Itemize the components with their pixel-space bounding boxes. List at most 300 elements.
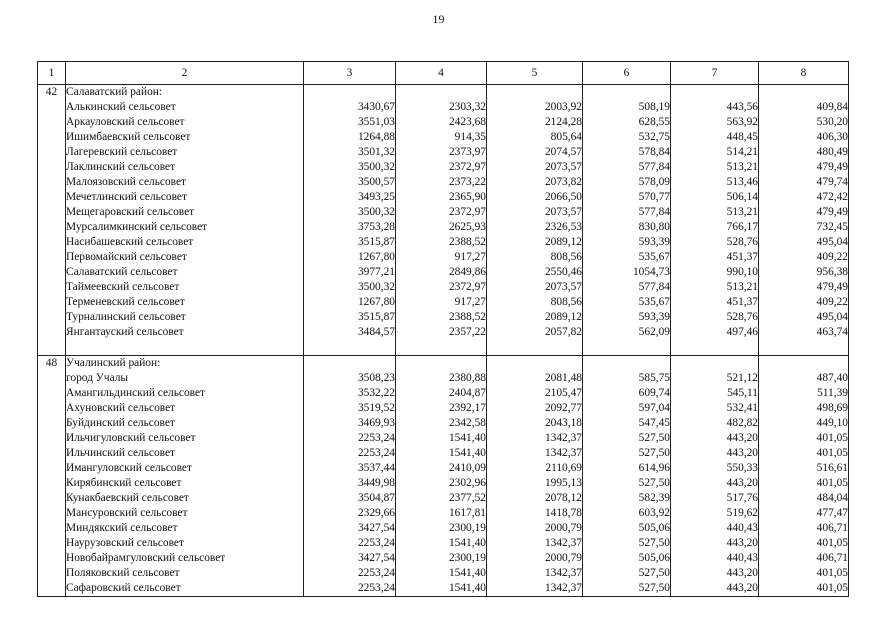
value-col-3: 3484,57 <box>304 325 396 340</box>
value-col-8: 956,38 <box>759 265 849 280</box>
value-col-8: 401,05 <box>759 476 849 491</box>
table-row <box>38 325 849 340</box>
table-row <box>38 265 849 280</box>
value-col-3: 3515,87 <box>304 310 396 325</box>
value-col-5: 2078,12 <box>487 491 583 506</box>
value-col-6: 593,39 <box>583 235 671 250</box>
value-col-8: 406,71 <box>759 521 849 536</box>
value-col-5: 1342,37 <box>487 536 583 551</box>
column-header-2: 2 <box>66 62 304 85</box>
value-col-3: 3427,54 <box>304 551 396 566</box>
table-row <box>38 581 849 597</box>
value-col-8: 480,49 <box>759 145 849 160</box>
settlement-name: Ильчинский сельсовет <box>66 446 304 461</box>
header-row <box>38 62 849 85</box>
table-row <box>38 250 849 265</box>
value-col-5: 2000,79 <box>487 521 583 536</box>
value-col-8: 479,49 <box>759 160 849 175</box>
value-col-4: 1541,40 <box>396 566 487 581</box>
settlement-name: Турналинский сельсовет <box>66 310 304 325</box>
table-row <box>38 446 849 461</box>
settlement-name: Лаклинский сельсовет <box>66 160 304 175</box>
value-col-8: 516,61 <box>759 461 849 476</box>
column-header-5: 5 <box>487 62 583 85</box>
settlement-name: Ишимбаевский сельсовет <box>66 130 304 145</box>
row-number-cell <box>38 310 66 325</box>
table-row <box>38 190 849 205</box>
settlement-name: Мансуровский сельсовет <box>66 506 304 521</box>
section-number: 48 <box>38 356 66 372</box>
value-col-7: 545,11 <box>671 386 759 401</box>
value-col-8: 409,84 <box>759 100 849 115</box>
settlement-name: Салаватский сельсовет <box>66 265 304 280</box>
value-col-3: 3504,87 <box>304 491 396 506</box>
value-col-4: 2388,52 <box>396 310 487 325</box>
value-col-7: 506,14 <box>671 190 759 205</box>
row-number-cell <box>38 190 66 205</box>
value-col-5: 1342,37 <box>487 581 583 597</box>
table-row <box>38 521 849 536</box>
value-col-5: 1342,37 <box>487 431 583 446</box>
row-number-cell <box>38 461 66 476</box>
value-col-7: 448,45 <box>671 130 759 145</box>
value-col-6: 532,75 <box>583 130 671 145</box>
empty-cell <box>304 85 396 101</box>
spacer-cell <box>304 340 396 356</box>
value-col-4: 2300,19 <box>396 521 487 536</box>
row-number-cell <box>38 581 66 597</box>
value-col-4: 2303,32 <box>396 100 487 115</box>
row-number-cell <box>38 115 66 130</box>
value-col-5: 2073,57 <box>487 280 583 295</box>
value-col-6: 614,96 <box>583 461 671 476</box>
value-col-8: 487,40 <box>759 371 849 386</box>
settlement-name: Насибашевский сельсовет <box>66 235 304 250</box>
empty-cell <box>396 356 487 372</box>
table-row <box>38 205 849 220</box>
value-col-4: 2410,09 <box>396 461 487 476</box>
value-col-5: 2000,79 <box>487 551 583 566</box>
value-col-7: 990,10 <box>671 265 759 280</box>
value-col-3: 2253,24 <box>304 581 396 597</box>
row-number-cell <box>38 235 66 250</box>
value-col-7: 443,56 <box>671 100 759 115</box>
row-number-cell <box>38 220 66 235</box>
value-col-8: 472,42 <box>759 190 849 205</box>
value-col-3: 3501,32 <box>304 145 396 160</box>
table-row <box>38 175 849 190</box>
row-number-cell <box>38 265 66 280</box>
value-col-5: 1342,37 <box>487 446 583 461</box>
value-col-6: 570,77 <box>583 190 671 205</box>
table-row <box>38 235 849 250</box>
value-col-7: 519,62 <box>671 506 759 521</box>
value-col-7: 528,76 <box>671 235 759 250</box>
row-number-cell <box>38 401 66 416</box>
value-col-6: 578,84 <box>583 145 671 160</box>
value-col-7: 443,20 <box>671 581 759 597</box>
value-col-3: 3508,23 <box>304 371 396 386</box>
value-col-7: 517,76 <box>671 491 759 506</box>
value-col-7: 443,20 <box>671 476 759 491</box>
value-col-5: 2550,46 <box>487 265 583 280</box>
value-col-8: 409,22 <box>759 295 849 310</box>
value-col-8: 406,71 <box>759 551 849 566</box>
value-col-7: 440,43 <box>671 551 759 566</box>
value-col-5: 2057,82 <box>487 325 583 340</box>
value-col-7: 521,12 <box>671 371 759 386</box>
value-col-8: 484,04 <box>759 491 849 506</box>
value-col-6: 582,39 <box>583 491 671 506</box>
row-number-cell <box>38 175 66 190</box>
table-row <box>38 476 849 491</box>
section-title: Учалинский район: <box>66 356 304 372</box>
value-col-8: 449,10 <box>759 416 849 431</box>
value-col-7: 443,20 <box>671 536 759 551</box>
table-row <box>38 160 849 175</box>
empty-cell <box>583 85 671 101</box>
settlement-name: Сафаровский сельсовет <box>66 581 304 597</box>
settlement-name: Миндякский сельсовет <box>66 521 304 536</box>
value-col-4: 1541,40 <box>396 431 487 446</box>
section-number: 42 <box>38 85 66 101</box>
value-col-4: 2357,22 <box>396 325 487 340</box>
spacer-cell <box>759 340 849 356</box>
table-row <box>38 371 849 386</box>
value-col-4: 1617,81 <box>396 506 487 521</box>
column-header-1: 1 <box>38 62 66 85</box>
section-title: Салаватский район: <box>66 85 304 101</box>
spacer-cell <box>487 340 583 356</box>
tariff-table <box>37 61 849 597</box>
value-col-5: 2073,57 <box>487 160 583 175</box>
value-col-6: 508,19 <box>583 100 671 115</box>
value-col-6: 577,84 <box>583 160 671 175</box>
value-col-6: 527,50 <box>583 566 671 581</box>
section-header-row <box>38 85 849 101</box>
value-col-7: 528,76 <box>671 310 759 325</box>
settlement-name: Мурсалимкинский сельсовет <box>66 220 304 235</box>
value-col-7: 532,41 <box>671 401 759 416</box>
value-col-4: 2300,19 <box>396 551 487 566</box>
settlement-name: Терменевский сельсовет <box>66 295 304 310</box>
table-row <box>38 431 849 446</box>
empty-cell <box>583 356 671 372</box>
value-col-7: 513,21 <box>671 205 759 220</box>
value-col-4: 2372,97 <box>396 160 487 175</box>
column-header-4: 4 <box>396 62 487 85</box>
value-col-8: 409,22 <box>759 250 849 265</box>
value-col-3: 3500,32 <box>304 205 396 220</box>
row-number-cell <box>38 521 66 536</box>
value-col-4: 2373,97 <box>396 145 487 160</box>
value-col-5: 805,64 <box>487 130 583 145</box>
row-number-cell <box>38 280 66 295</box>
value-col-4: 2849,86 <box>396 265 487 280</box>
value-col-3: 3500,32 <box>304 160 396 175</box>
value-col-7: 513,21 <box>671 280 759 295</box>
value-col-4: 2377,52 <box>396 491 487 506</box>
value-col-3: 1267,80 <box>304 295 396 310</box>
column-header-7: 7 <box>671 62 759 85</box>
table-row <box>38 220 849 235</box>
value-col-7: 766,17 <box>671 220 759 235</box>
value-col-3: 3977,21 <box>304 265 396 280</box>
value-col-4: 2342,58 <box>396 416 487 431</box>
settlement-name: Буйдинский сельсовет <box>66 416 304 431</box>
row-number-cell <box>38 250 66 265</box>
value-col-6: 527,50 <box>583 536 671 551</box>
page-number: 19 <box>432 12 445 26</box>
spacer-cell <box>38 340 66 356</box>
value-col-8: 401,05 <box>759 566 849 581</box>
table-row <box>38 416 849 431</box>
value-col-4: 2625,93 <box>396 220 487 235</box>
value-col-8: 463,74 <box>759 325 849 340</box>
row-number-cell <box>38 386 66 401</box>
value-col-4: 2373,22 <box>396 175 487 190</box>
settlement-name: Лагеревский сельсовет <box>66 145 304 160</box>
value-col-5: 2073,82 <box>487 175 583 190</box>
value-col-6: 609,74 <box>583 386 671 401</box>
value-col-4: 917,27 <box>396 250 487 265</box>
value-col-6: 505,06 <box>583 551 671 566</box>
value-col-3: 2253,24 <box>304 536 396 551</box>
settlement-name: Малоязовский сельсовет <box>66 175 304 190</box>
value-col-6: 577,84 <box>583 280 671 295</box>
value-col-5: 2124,28 <box>487 115 583 130</box>
value-col-3: 2329,66 <box>304 506 396 521</box>
value-col-3: 3519,52 <box>304 401 396 416</box>
value-col-4: 2404,87 <box>396 386 487 401</box>
table-row <box>38 461 849 476</box>
value-col-7: 451,37 <box>671 250 759 265</box>
value-col-3: 3427,54 <box>304 521 396 536</box>
value-col-3: 3500,57 <box>304 175 396 190</box>
empty-cell <box>671 356 759 372</box>
value-col-8: 401,05 <box>759 431 849 446</box>
settlement-name: Таймеевский сельсовет <box>66 280 304 295</box>
settlement-name: Амангильдинский сельсовет <box>66 386 304 401</box>
settlement-name: Мещегаровский сельсовет <box>66 205 304 220</box>
value-col-5: 2066,50 <box>487 190 583 205</box>
value-col-8: 530,20 <box>759 115 849 130</box>
value-col-3: 3753,28 <box>304 220 396 235</box>
value-col-5: 2326,53 <box>487 220 583 235</box>
value-col-4: 2372,97 <box>396 205 487 220</box>
spacer-cell <box>66 340 304 356</box>
value-col-8: 479,74 <box>759 175 849 190</box>
row-number-cell <box>38 431 66 446</box>
value-col-6: 830,80 <box>583 220 671 235</box>
table-row <box>38 551 849 566</box>
value-col-6: 593,39 <box>583 310 671 325</box>
value-col-5: 2089,12 <box>487 310 583 325</box>
settlement-name: Ильчигуловский сельсовет <box>66 431 304 446</box>
empty-cell <box>759 85 849 101</box>
value-col-3: 3532,22 <box>304 386 396 401</box>
value-col-6: 585,75 <box>583 371 671 386</box>
value-col-4: 1541,40 <box>396 581 487 597</box>
value-col-7: 514,21 <box>671 145 759 160</box>
value-col-8: 401,05 <box>759 446 849 461</box>
value-col-5: 2074,57 <box>487 145 583 160</box>
value-col-3: 3493,25 <box>304 190 396 205</box>
settlement-name: Кирябинский сельсовет <box>66 476 304 491</box>
settlement-name: Имангуловский сельсовет <box>66 461 304 476</box>
row-number-cell <box>38 145 66 160</box>
row-number-cell <box>38 371 66 386</box>
value-col-8: 511,39 <box>759 386 849 401</box>
settlement-name: Янгантауский сельсовет <box>66 325 304 340</box>
table-row <box>38 280 849 295</box>
value-col-8: 479,49 <box>759 280 849 295</box>
table-row <box>38 566 849 581</box>
settlement-name: Алькинский сельсовет <box>66 100 304 115</box>
row-number-cell <box>38 491 66 506</box>
empty-cell <box>671 85 759 101</box>
value-col-6: 547,45 <box>583 416 671 431</box>
table-row <box>38 506 849 521</box>
value-col-5: 2110,69 <box>487 461 583 476</box>
value-col-4: 917,27 <box>396 295 487 310</box>
value-col-5: 2089,12 <box>487 235 583 250</box>
table-body <box>38 85 849 597</box>
row-number-cell <box>38 205 66 220</box>
value-col-4: 2423,68 <box>396 115 487 130</box>
value-col-7: 563,92 <box>671 115 759 130</box>
spacer-cell <box>396 340 487 356</box>
settlement-name: Аркауловский сельсовет <box>66 115 304 130</box>
value-col-6: 535,67 <box>583 295 671 310</box>
value-col-6: 527,50 <box>583 446 671 461</box>
table-row <box>38 130 849 145</box>
value-col-6: 577,84 <box>583 205 671 220</box>
value-col-6: 527,50 <box>583 581 671 597</box>
section-header-row <box>38 356 849 372</box>
value-col-7: 497,46 <box>671 325 759 340</box>
value-col-5: 2003,92 <box>487 100 583 115</box>
value-col-5: 808,56 <box>487 250 583 265</box>
empty-cell <box>487 356 583 372</box>
value-col-8: 401,05 <box>759 581 849 597</box>
settlement-name: Новобайрамгуловский сельсовет <box>66 551 304 566</box>
value-col-7: 482,82 <box>671 416 759 431</box>
section-spacer <box>38 340 849 356</box>
empty-cell <box>304 356 396 372</box>
value-col-3: 3469,93 <box>304 416 396 431</box>
value-col-8: 479,49 <box>759 205 849 220</box>
row-number-cell <box>38 416 66 431</box>
table-row <box>38 295 849 310</box>
settlement-name: Кунакбаевский сельсовет <box>66 491 304 506</box>
table-row <box>38 310 849 325</box>
table-row <box>38 401 849 416</box>
row-number-cell <box>38 551 66 566</box>
value-col-3: 3551,03 <box>304 115 396 130</box>
value-col-3: 3500,32 <box>304 280 396 295</box>
value-col-4: 2302,96 <box>396 476 487 491</box>
value-col-4: 2392,17 <box>396 401 487 416</box>
value-col-3: 3449,98 <box>304 476 396 491</box>
value-col-7: 443,20 <box>671 446 759 461</box>
value-col-6: 562,09 <box>583 325 671 340</box>
value-col-7: 451,37 <box>671 295 759 310</box>
value-col-6: 535,67 <box>583 250 671 265</box>
value-col-6: 527,50 <box>583 476 671 491</box>
value-col-3: 1264,88 <box>304 130 396 145</box>
value-col-3: 3537,44 <box>304 461 396 476</box>
value-col-6: 578,09 <box>583 175 671 190</box>
settlement-name: город Учалы <box>66 371 304 386</box>
value-col-7: 513,21 <box>671 160 759 175</box>
settlement-name: Первомайский сельсовет <box>66 250 304 265</box>
value-col-8: 732,45 <box>759 220 849 235</box>
table-row <box>38 145 849 160</box>
column-header-8: 8 <box>759 62 849 85</box>
empty-cell <box>759 356 849 372</box>
value-col-6: 628,55 <box>583 115 671 130</box>
value-col-5: 2081,48 <box>487 371 583 386</box>
value-col-5: 1995,13 <box>487 476 583 491</box>
value-col-4: 914,35 <box>396 130 487 145</box>
value-col-8: 401,05 <box>759 536 849 551</box>
settlement-name: Наурузовский сельсовет <box>66 536 304 551</box>
value-col-6: 527,50 <box>583 431 671 446</box>
value-col-4: 2388,52 <box>396 235 487 250</box>
row-number-cell <box>38 506 66 521</box>
row-number-cell <box>38 446 66 461</box>
value-col-5: 2105,47 <box>487 386 583 401</box>
value-col-7: 443,20 <box>671 566 759 581</box>
spacer-cell <box>671 340 759 356</box>
value-col-8: 498,69 <box>759 401 849 416</box>
column-header-6: 6 <box>583 62 671 85</box>
settlement-name: Поляковский сельсовет <box>66 566 304 581</box>
row-number-cell <box>38 160 66 175</box>
table-row <box>38 536 849 551</box>
value-col-6: 505,06 <box>583 521 671 536</box>
table-row <box>38 115 849 130</box>
table-row <box>38 100 849 115</box>
value-col-5: 2073,57 <box>487 205 583 220</box>
value-col-8: 406,30 <box>759 130 849 145</box>
value-col-3: 3515,87 <box>304 235 396 250</box>
value-col-3: 1267,80 <box>304 250 396 265</box>
value-col-5: 2092,77 <box>487 401 583 416</box>
value-col-3: 3430,67 <box>304 100 396 115</box>
value-col-6: 603,92 <box>583 506 671 521</box>
row-number-cell <box>38 476 66 491</box>
value-col-4: 1541,40 <box>396 536 487 551</box>
value-col-4: 1541,40 <box>396 446 487 461</box>
value-col-5: 2043,18 <box>487 416 583 431</box>
value-col-5: 808,56 <box>487 295 583 310</box>
value-col-5: 1418,78 <box>487 506 583 521</box>
value-col-4: 2365,90 <box>396 190 487 205</box>
value-col-4: 2372,97 <box>396 280 487 295</box>
row-number-cell <box>38 325 66 340</box>
empty-cell <box>487 85 583 101</box>
value-col-8: 477,47 <box>759 506 849 521</box>
value-col-8: 495,04 <box>759 235 849 250</box>
row-number-cell <box>38 295 66 310</box>
value-col-3: 2253,24 <box>304 446 396 461</box>
table-row <box>38 386 849 401</box>
row-number-cell <box>38 566 66 581</box>
spacer-cell <box>583 340 671 356</box>
value-col-6: 1054,73 <box>583 265 671 280</box>
